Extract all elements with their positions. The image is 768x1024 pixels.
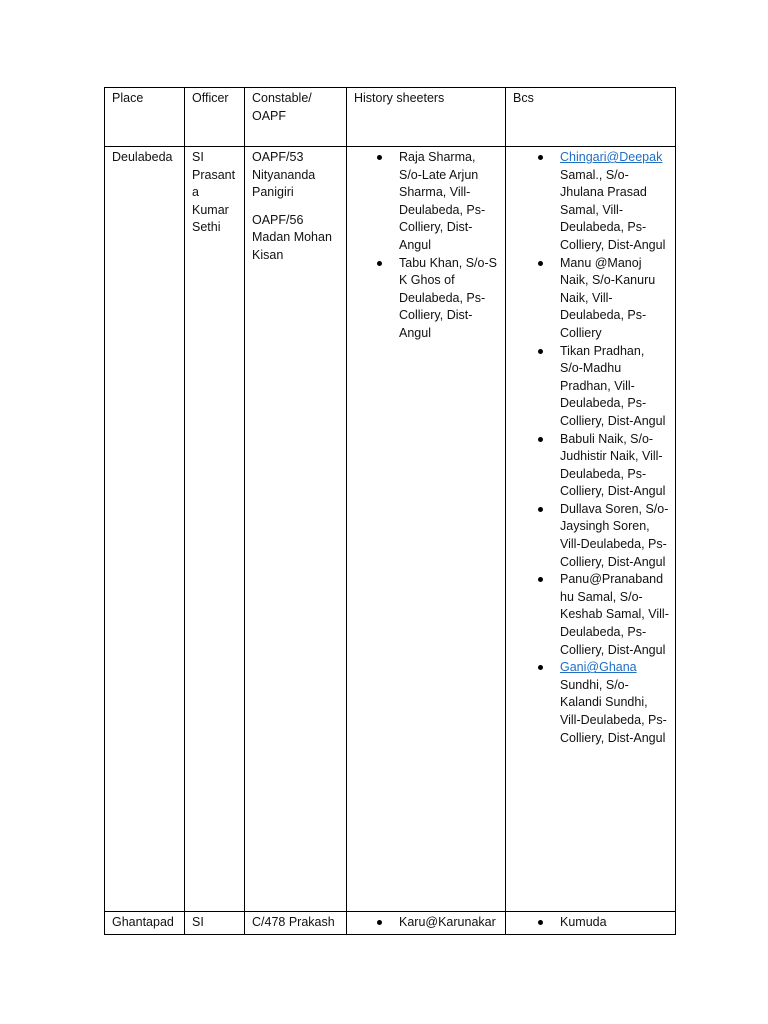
list-item-text: Samal., S/o-Jhulana Prasad Samal, Vill-Deulabeda, Ps-Colliery, Dist-Angul (560, 167, 666, 252)
constable-entry: C/478 Prakash (252, 915, 335, 929)
list-item (560, 431, 669, 501)
officer-cell: SI (185, 912, 245, 935)
list-item (560, 255, 669, 343)
header-bcs: Bcs (506, 88, 676, 147)
list-item (560, 149, 669, 255)
constable-entry: OAPF/56 Madan Mohan Kisan (252, 212, 332, 262)
history-sheeters-cell (347, 912, 506, 935)
header-officer: Officer (185, 88, 245, 147)
table-row (105, 147, 676, 912)
place-cell: Deulabeda (105, 147, 185, 912)
list-item (560, 659, 669, 747)
bcs-list (513, 914, 669, 932)
place-cell: Ghantapad (105, 912, 185, 935)
list-item-text: Dullava Soren, S/o-Jaysingh Soren, Vill-Deulabeda, Ps-Colliery, Dist-Angul (560, 501, 669, 569)
bcs-cell (506, 147, 676, 912)
list-item: Karu@Karunakar (399, 914, 499, 932)
list-item-text: Panu@Pranabandhu Samal, S/o-Keshab Samal, Vill-Deulabeda, Ps-Colliery, Dist-Angul (560, 572, 669, 657)
email-link[interactable]: Chingari@Deepak (560, 150, 663, 164)
table-header-row (105, 88, 676, 147)
list-item-text: Babuli Naik, S/o-Judhistir Naik, Vill-Deulabeda, Ps-Colliery, Dist-Angul (560, 431, 666, 499)
list-item-text: Kumuda (560, 915, 607, 929)
list-item (560, 914, 669, 932)
bcs-list (513, 149, 669, 747)
list-item: Raja Sharma, S/o-Late Arjun Sharma, Vill-Deulabeda, Ps-Colliery, Dist-Angul (399, 149, 499, 255)
list-item: Tabu Khan, S/o-S K Ghos of Deulabeda, Ps-Colliery, Dist-Angul (399, 255, 499, 343)
table-row (105, 912, 676, 935)
header-constable: Constable/ OAPF (245, 88, 347, 147)
constable-entry: OAPF/53 Nityananda Panigiri (252, 150, 316, 200)
bcs-cell (506, 912, 676, 935)
history-sheeters-list (354, 914, 499, 932)
list-item (560, 343, 669, 431)
header-place: Place (105, 88, 185, 147)
list-item-text: Manu @Manoj Naik, S/o-Kanuru Naik, Vill-Deulabeda, Ps-Colliery (560, 255, 656, 340)
constable-cell (245, 147, 347, 912)
list-item-text: Sundhi, S/o-Kalandi Sundhi, Vill-Deulabeda, Ps-Colliery, Dist-Angul (560, 677, 667, 745)
list-item-text: Tikan Pradhan, S/o-Madhu Pradhan, Vill-Deulabeda, Ps-Colliery, Dist-Angul (560, 343, 666, 428)
history-sheeters-cell (347, 147, 506, 912)
email-link[interactable]: Gani@Ghana (560, 660, 637, 675)
officer-cell: SI Prasant a Kumar Sethi (185, 147, 245, 912)
list-item (560, 501, 669, 571)
list-item (560, 571, 669, 659)
header-history-sheeters: History sheeters (347, 88, 506, 147)
constable-cell (245, 912, 347, 935)
history-sheeters-list (354, 149, 499, 343)
police-beat-table (104, 87, 676, 935)
